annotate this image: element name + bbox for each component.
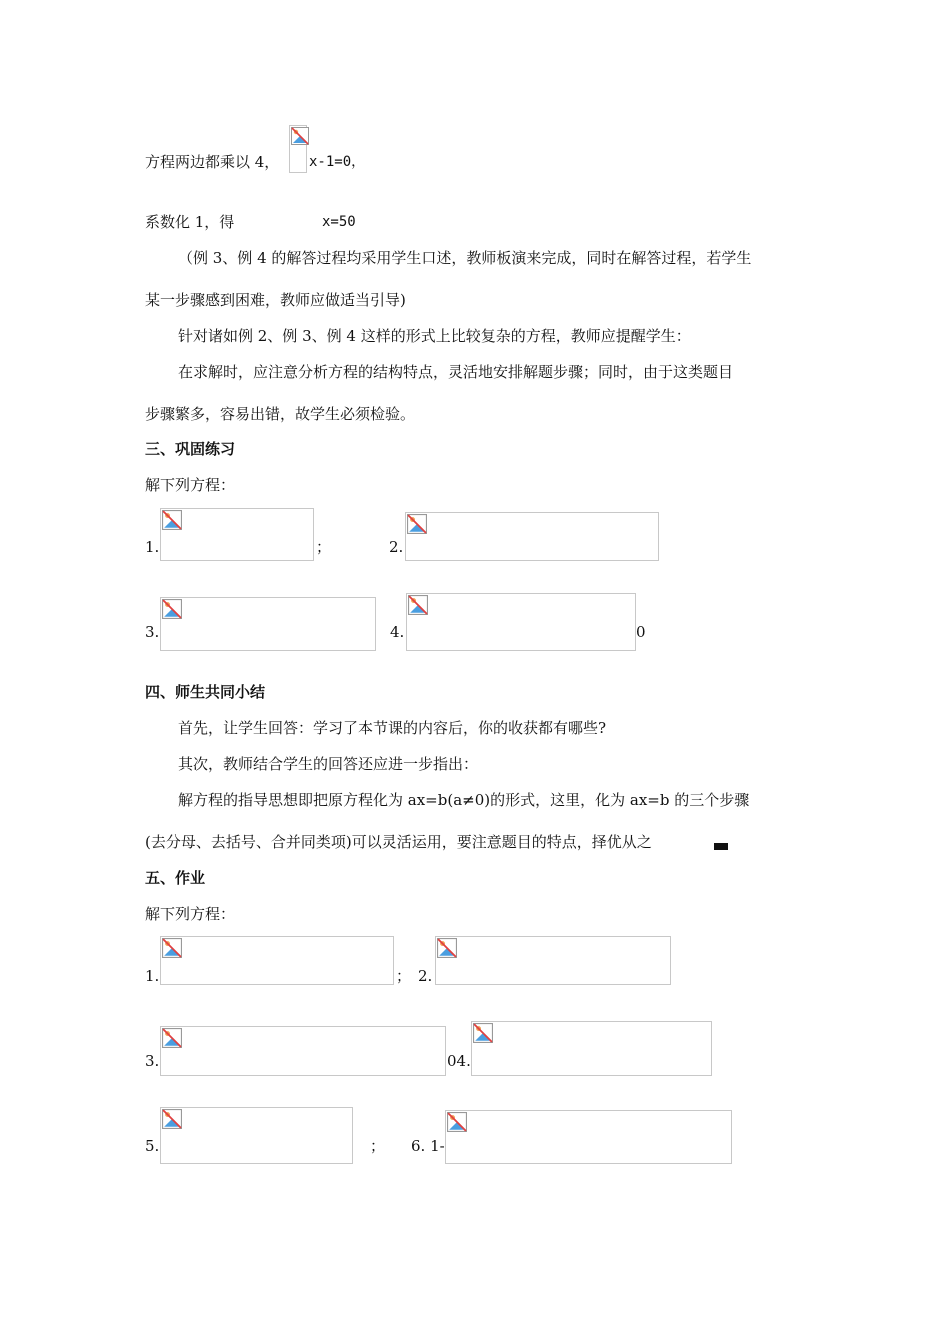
practice-label-3: 3. (145, 623, 160, 641)
practice-trailing-zero: 0 (636, 623, 646, 641)
text-multiply-4: 方程两边都乘以 4， (145, 153, 280, 171)
section-heading-homework: 五、作业 (145, 869, 206, 887)
practice-label-2: 2. (389, 538, 404, 556)
text-equation-result: x-1=0， (309, 154, 366, 170)
summary-p2: 其次，教师结合学生的回答还应进一步指出： (178, 755, 479, 773)
homework-intro: 解下列方程： (145, 905, 236, 923)
practice-equation-2 (405, 512, 659, 561)
practice-equation-3 (160, 597, 376, 651)
practice-separator: ； (316, 538, 332, 556)
summary-p3: 解方程的指导思想即把原方程化为 ax=b(a≠0)的形式，这里，化为 ax=b 的三个步骤 (178, 791, 750, 809)
black-mark (714, 843, 728, 850)
paragraph-advice-line2: 步骤繁多，容易出错，故学生必须检验。 (145, 405, 416, 423)
homework-label-6: 6. 1- (411, 1137, 445, 1155)
section-heading-summary: 四、师生共同小结 (145, 683, 266, 701)
homework-label-1: 1. (145, 967, 160, 985)
broken-image-icon (437, 938, 457, 958)
homework-equation-5 (160, 1107, 353, 1164)
broken-image-icon (162, 1028, 182, 1048)
broken-image-icon (162, 938, 182, 958)
broken-image-icon (408, 595, 428, 615)
paragraph-note-line1: （例 3、例 4 的解答过程均采用学生口述，教师板演来完成，同时在解答过程，若学生 (178, 249, 752, 267)
summary-p1: 首先，让学生回答：学习了本节课的内容后，你的收获都有哪些? (178, 719, 607, 737)
homework-label-4: 04. (447, 1052, 471, 1070)
homework-label-2: 2. (418, 967, 433, 985)
practice-equation-4 (406, 593, 636, 651)
paragraph-reminder: 针对诸如例 2、例 3、例 4 这样的形式上比较复杂的方程，教师应提醒学生： (178, 327, 691, 345)
homework-label-3: 3. (145, 1052, 160, 1070)
section-heading-practice: 三、巩固练习 (145, 440, 236, 458)
homework-equation-1 (160, 936, 394, 985)
broken-image-icon (407, 514, 427, 534)
homework-label-5: 5. (145, 1137, 160, 1155)
broken-image-icon (473, 1023, 493, 1043)
homework-equation-3 (160, 1026, 446, 1076)
practice-equation-1 (160, 508, 314, 561)
text-x-value: x=50 (322, 214, 356, 230)
practice-label-4: 4. (390, 623, 405, 641)
practice-intro: 解下列方程： (145, 476, 236, 494)
homework-separator-1: ； (396, 967, 412, 985)
homework-equation-6 (445, 1110, 732, 1164)
summary-p4: (去分母、去括号、合并同类项)可以灵活运用，要注意题目的特点，择优从之 (145, 833, 652, 851)
paragraph-note-line2: 某一步骤感到困难，教师应做适当引导) (145, 291, 406, 309)
homework-separator-2: ； (370, 1137, 386, 1155)
broken-image-icon (162, 510, 182, 530)
practice-label-1: 1. (145, 538, 160, 556)
broken-image-icon (291, 127, 311, 147)
paragraph-advice-line1: 在求解时，应注意分析方程的结构特点，灵活地安排解题步骤；同时，由于这类题目 (178, 363, 734, 381)
text-coefficient: 系数化 1，得 (145, 213, 235, 231)
broken-image-icon (162, 599, 182, 619)
homework-equation-4 (471, 1021, 712, 1076)
equation-image-placeholder (289, 125, 307, 173)
broken-image-icon (162, 1109, 182, 1129)
broken-image-icon (447, 1112, 467, 1132)
homework-equation-2 (435, 936, 671, 985)
